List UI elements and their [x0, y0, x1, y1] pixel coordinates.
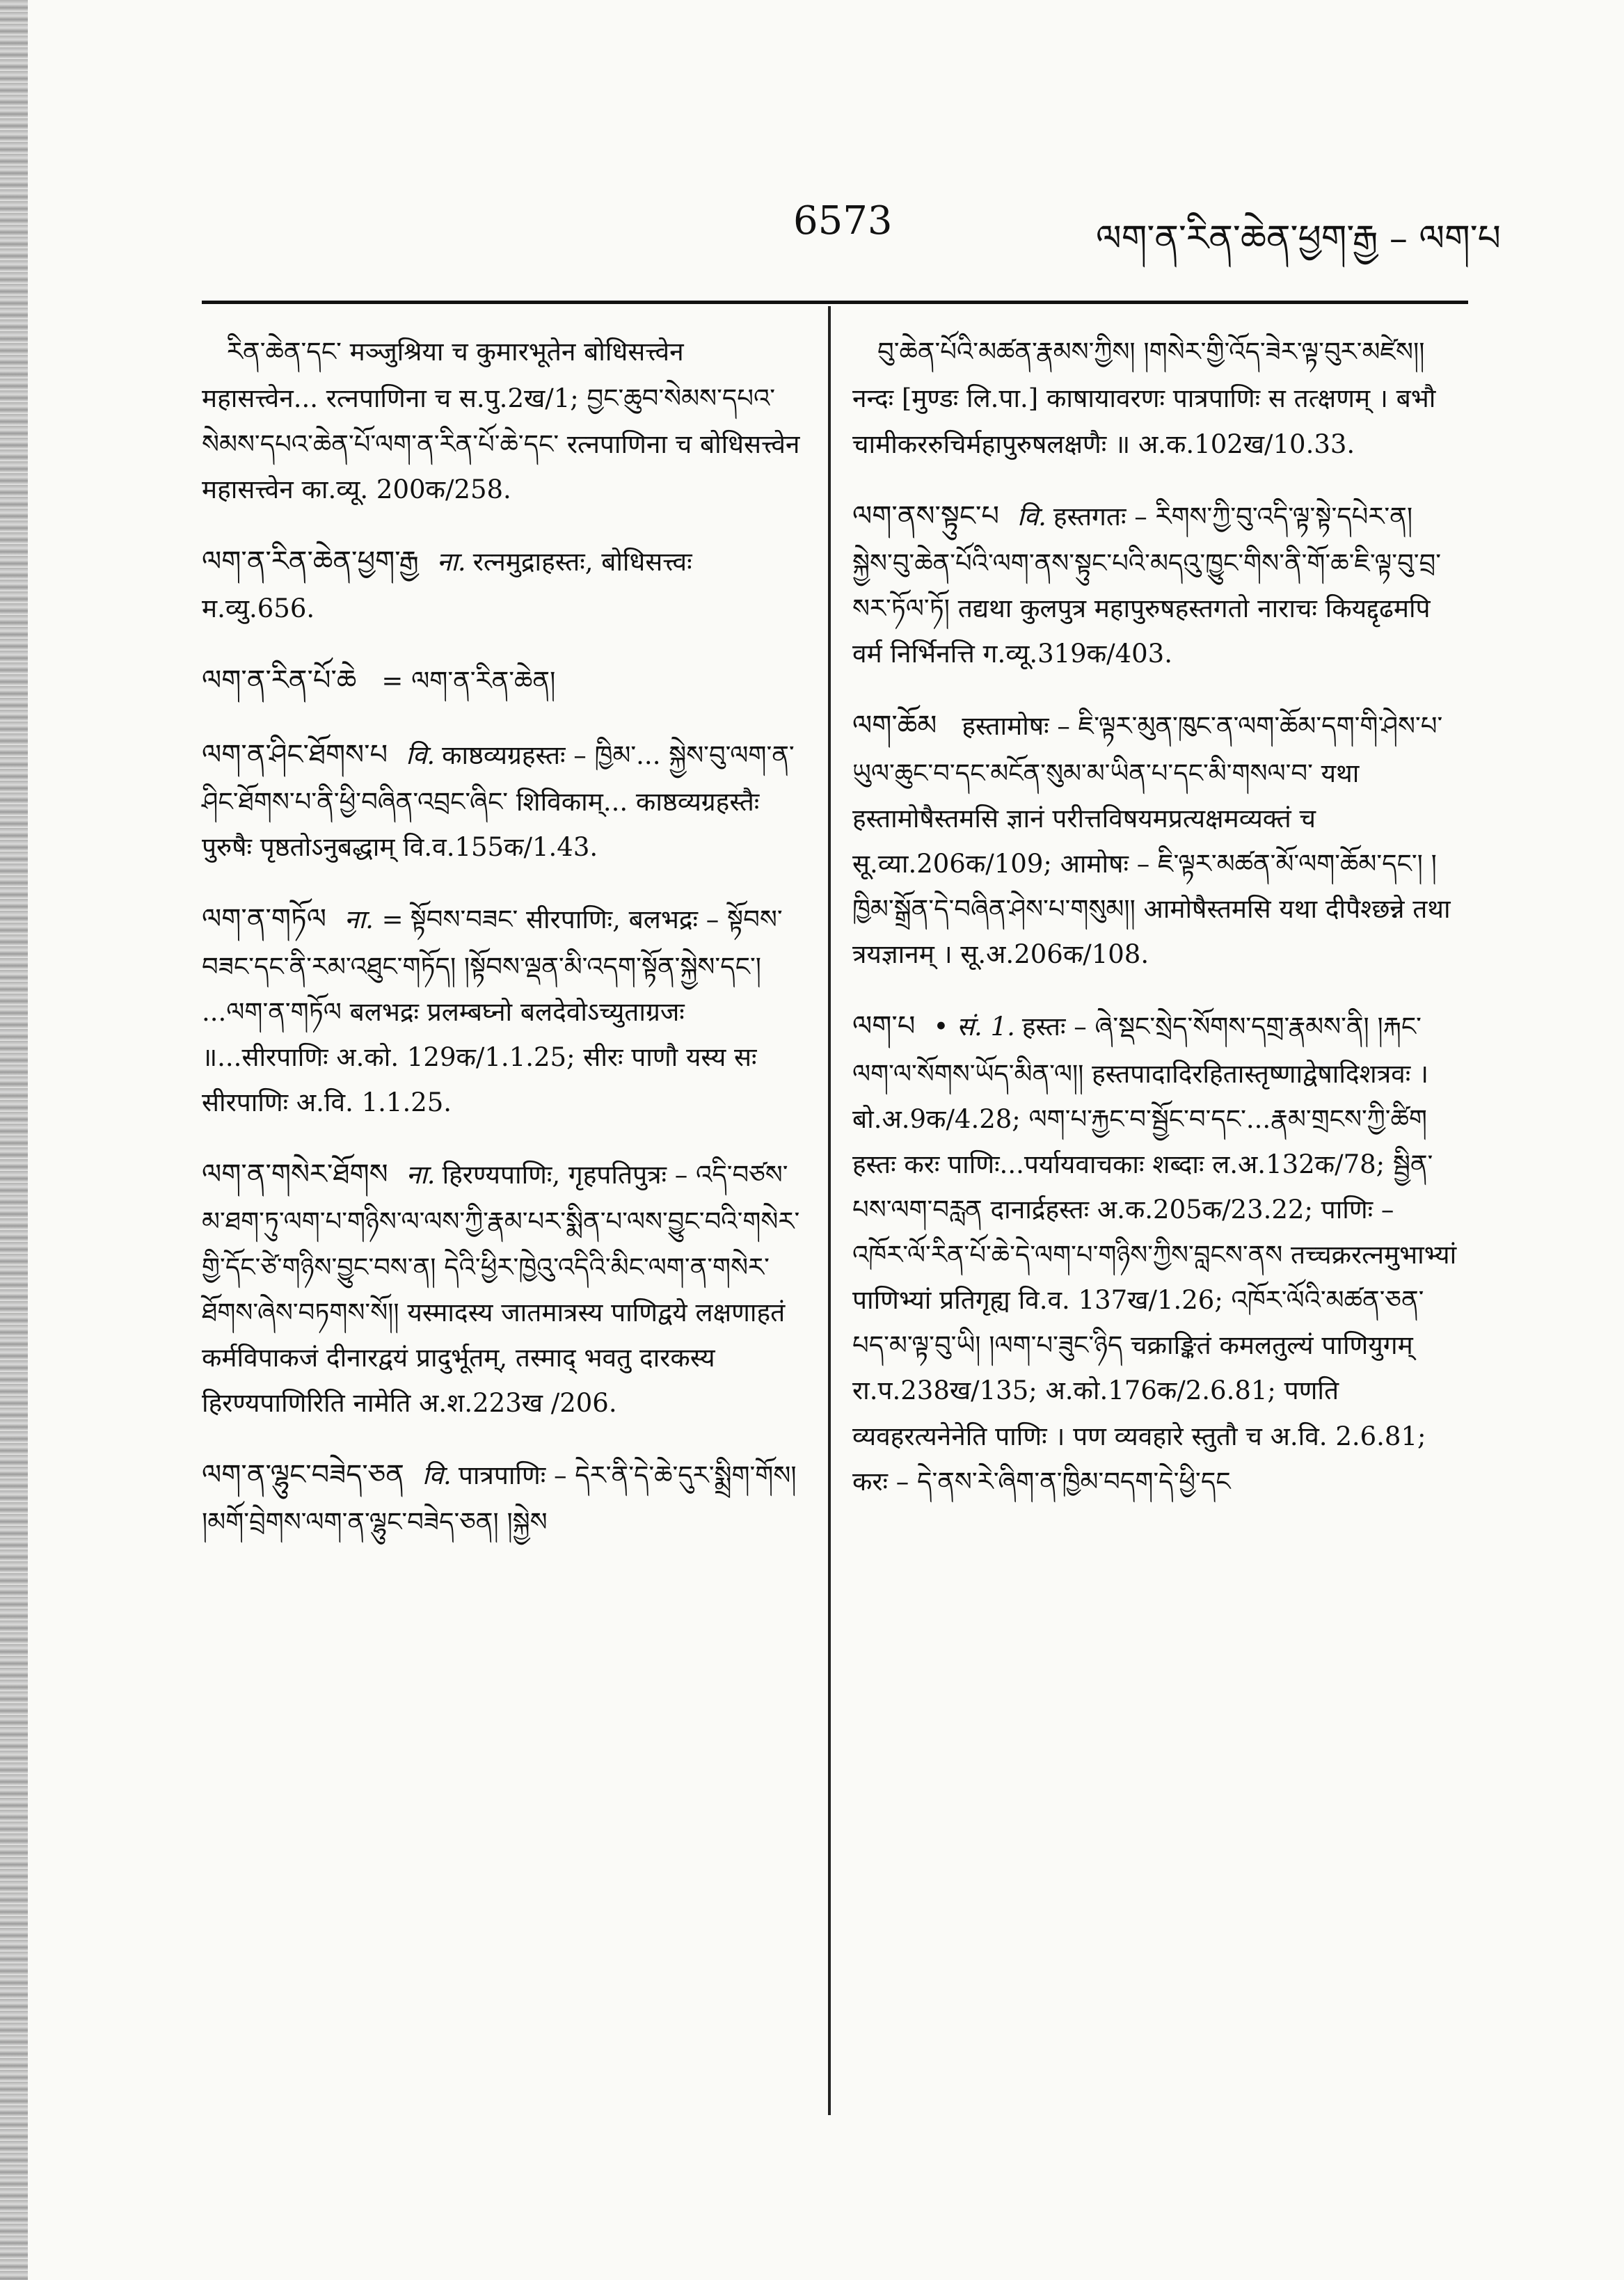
entry-headword: ལག་ཆོམ — [852, 710, 937, 742]
entry-grammar: ना. — [406, 1160, 436, 1190]
entry-text: = ལག་ན་རིན་ཆེན། — [381, 666, 556, 696]
dictionary-entry — [852, 701, 1458, 977]
entry-grammar: वि. — [422, 1460, 452, 1490]
dictionary-entry — [852, 492, 1458, 677]
right-column — [852, 327, 1458, 1529]
dictionary-entry — [202, 1451, 807, 1545]
entry-headword: ལག་ནས་སྟུང་པ — [852, 500, 999, 532]
entry-grammar: वि. — [406, 740, 436, 770]
page-number: 6573 — [793, 198, 893, 244]
entry-text: रत्नमुद्राहस्तः, बोधिसत्त्वः म.व्यु.656. — [202, 546, 692, 624]
dictionary-entry — [202, 895, 807, 1125]
column-divider — [828, 306, 831, 2115]
dictionary-entry — [202, 656, 807, 705]
entry-text: हस्तामोषः – ཇི་ལྟར་མུན་ཁུང་ན་ལག་ཆོམ་དག་གི་ཤེས་པ་ཡུལ་ཆུང་བ་དང་མངོན་སུམ་མ་ཡིན་པ་དང་མི་གསལ་བ་ यथा हस्तामोषैस्तमसि ज्ञानं परीत्तविषयमप्रत्यक्षमव्यक्तं च सू.व्या.206क/109; आमोषः – ཇི་ལྟར་མཚན་མོ་ལག་ཆོམ་དང་། །ཁྱིམ་སྒྲོན་དེ་བཞིན་ཤེས་པ་གསུམ།། आमोषैस्तमसि यथा दीपैश्छन्ने तथा त्रयज्ञानम् । सू.अ.206क/108. — [852, 711, 1451, 970]
entry-text: पात्रपाणिः – དེར་ནི་དེ་ཆེ་དུར་སྨྲིག་གོས། །མགོ་བྲེགས་ལག་ན་ལྷུང་བཟེད་ཅན། །སྐྱེས — [202, 1460, 797, 1538]
running-head: ལག་ན་རིན་ཆེན་ཕྱག་རྒྱ – ལག་པ — [1096, 218, 1501, 260]
scan-edge — [0, 0, 28, 2280]
dictionary-entry — [202, 537, 807, 632]
entry-text: རིན་ཆེན་དང་ मञ्जुश्रिया च कुमारभूतेन बोधिसत्त्वेन महासत्त्वेन... रत्नपाणिना च स.पु.2ख/1; བྱང་ཆུབ་སེམས་དཔའ་སེམས་དཔའ་ཆེན་པོ་ལག་ན་རིན་པོ་ཆེ་དང་ रत्नपाणिना च बोधिसत्त्वेन महासत्त्वेन का.व्यू. 200क/258. — [202, 337, 800, 504]
entry-headword: ལག་ན་གཏོལ — [202, 903, 326, 936]
entry-text: हस्तगतः – རིགས་ཀྱི་བུ་འདི་ལྟ་སྟེ་དཔེར་ན། སྐྱེས་བུ་ཆེན་པོའི་ལག་ནས་སྟུང་པའི་མདའུ་ཁྱུང་གིས་ནི་གོ་ཆ་ཇི་ལྟ་བུ་བྲ་སར་ཏོལ་ཏོ། तद्यथा कुलपुत्र महापुरुषहस्तगतो नाराचः कियद्दृढमपि वर्म निर्भिनत्ति ग.व्यू.319क/403. — [852, 501, 1441, 669]
dictionary-entry — [202, 1150, 807, 1426]
dictionary-entry — [202, 731, 807, 870]
entry-grammar: वि. — [1017, 501, 1046, 532]
entry-headword: ལག་ན་རིན་ཆེན་ཕྱག་རྒྱ — [202, 545, 419, 577]
header-rule — [202, 301, 1468, 304]
entry-headword: ལག་པ — [852, 1010, 916, 1043]
dictionary-entry — [852, 327, 1458, 467]
entry-headword: ལག་ན་རིན་པོ་ཆེ — [202, 664, 357, 697]
left-column — [202, 327, 807, 1570]
entry-text: སྟོབས་བཟང་ सीरपाणिः, बलभद्रः – སྟོབས་བཟང་དང་ནི་རམ་འཐུང་གཏོད། །སྟོབས་ལྡན་མི་འདག་སྟོན་སྐྱེས་དང་། ...ལག་ན་གཏོལ बलभद्रः प्रलम्बघ्नो बलदेवोऽच्युताग्रजः ॥...सीरपाणिः अ.को. 129क/1.1.25; सीरः पाणौ यस्य सः सीरपाणिः अ.वि. 1.1.25. — [202, 904, 783, 1117]
entry-text: काष्ठव्यग्रहस्तः – ཁྱིམ་... སྐྱེས་བུ་ལག་ན་ཤིང་ཐོགས་པ་ནི་ཕྱི་བཞིན་འབྲང་ཞིང་ शिविकाम्... काष्ठव्यग्रहस्तैः पुरुषैः पृष्ठतोऽनुबद्धाम् वि.व.155क/1.43. — [202, 740, 795, 863]
dictionary-entry — [202, 327, 807, 512]
entry-headword: ལག་ན་གསེར་ཐོགས — [202, 1158, 388, 1191]
entry-text: བུ་ཆེན་པོའི་མཚན་རྣམས་ཀྱིས། །གསེར་གྱི་འོད་ཟེར་ལྟ་བུར་མཛེས།། नन्दः [मुण्डः लि.पा.] काषायावरणः पात्रपाणिः स तत्क्षणम् । बभौ चामीकररुचिर्महापुरुषलक्षणैः ॥ अ.क.102ख/10.33. — [852, 337, 1436, 459]
entry-grammar: ना. = — [344, 904, 404, 935]
entry-headword: ལག་ན་ལྷུང་བཟེད་ཅན — [202, 1458, 404, 1491]
entry-headword: ལག་ན་ཤིང་ཐོགས་པ — [202, 738, 388, 771]
dictionary-entry — [852, 1002, 1458, 1504]
entry-grammar: • सं. 1. — [933, 1012, 1015, 1042]
entry-text: हस्तः – ཞེ་སྡང་སྲེད་སོགས་དགྲ་རྣམས་ནི། །རྐང་ལག་ལ་སོགས་ཡོད་མིན་ལ།། हस्तपादादिरहितास्तृष्णाद्वेषादिशत्रवः । बो.अ.9क/4.28; ལག་པ་རྐྱང་བ་སྦྱོང་བ་དང་...རྣམ་གྲངས་ཀྱི་ཚིག हस्तः करः पाणिः...पर्यायवाचकाः शब्दाः ल.अ.132क/78; སྦྱིན་པས་ལག་བརླན दानार्द्रहस्तः अ.क.205क/23.22; पाणिः – འཁོར་ལོ་རིན་པོ་ཆེ་དེ་ལག་པ་གཉིས་ཀྱིས་བླངས་ནས तच्चक्ररत्नमुभाभ्यां पाणिभ्यां प्रतिगृह्य वि.व. 137ख/1.26; འཁོར་ལོའི་མཚན་ཅན་པད་མ་ལྟ་བུ་ཡི། །ལག་པ་ཟུང་ཉིད चक्राङ्कितं कमलतुल्यं पाणियुगम् रा.प.238ख/135; अ.को.176क/2.6.81; पणति व्यवहरत्यनेनेति पाणिः । पण व्यवहारे स्तुतौ च अ.वि. 2.6.81; करः – དེ་ནས་རེ་ཞིག་ན་ཁྱིམ་བདག་དེ་ཕྱི་དང — [852, 1012, 1457, 1497]
entry-grammar: ना. — [436, 546, 466, 577]
entry-text: हिरण्यपाणिः, गृहपतिपुत्रः – འདི་བཙས་མ་ཐག་ཏུ་ལག་པ་གཉིས་ལ་ལས་ཀྱི་རྣམ་པར་སྨིན་པ་ལས་བྱུང་བའི་གསེར་གྱི་དོང་ཙེ་གཉིས་བྱུང་བས་ན། དེའི་ཕྱིར་ཁྱེའུ་འདིའི་མིང་ལག་ན་གསེར་ཐོགས་ཞེས་བཏགས་སོ།། यस्मादस्य जातमात्रस्य पाणिद्वये लक्षणाहतं कर्मविपाकजं दीनारद्वयं प्रादुर्भूतम्, तस्माद् भवतु दारकस्य हिरण्यपाणिरिति नामेति अ.श.223ख /206. — [202, 1160, 800, 1418]
